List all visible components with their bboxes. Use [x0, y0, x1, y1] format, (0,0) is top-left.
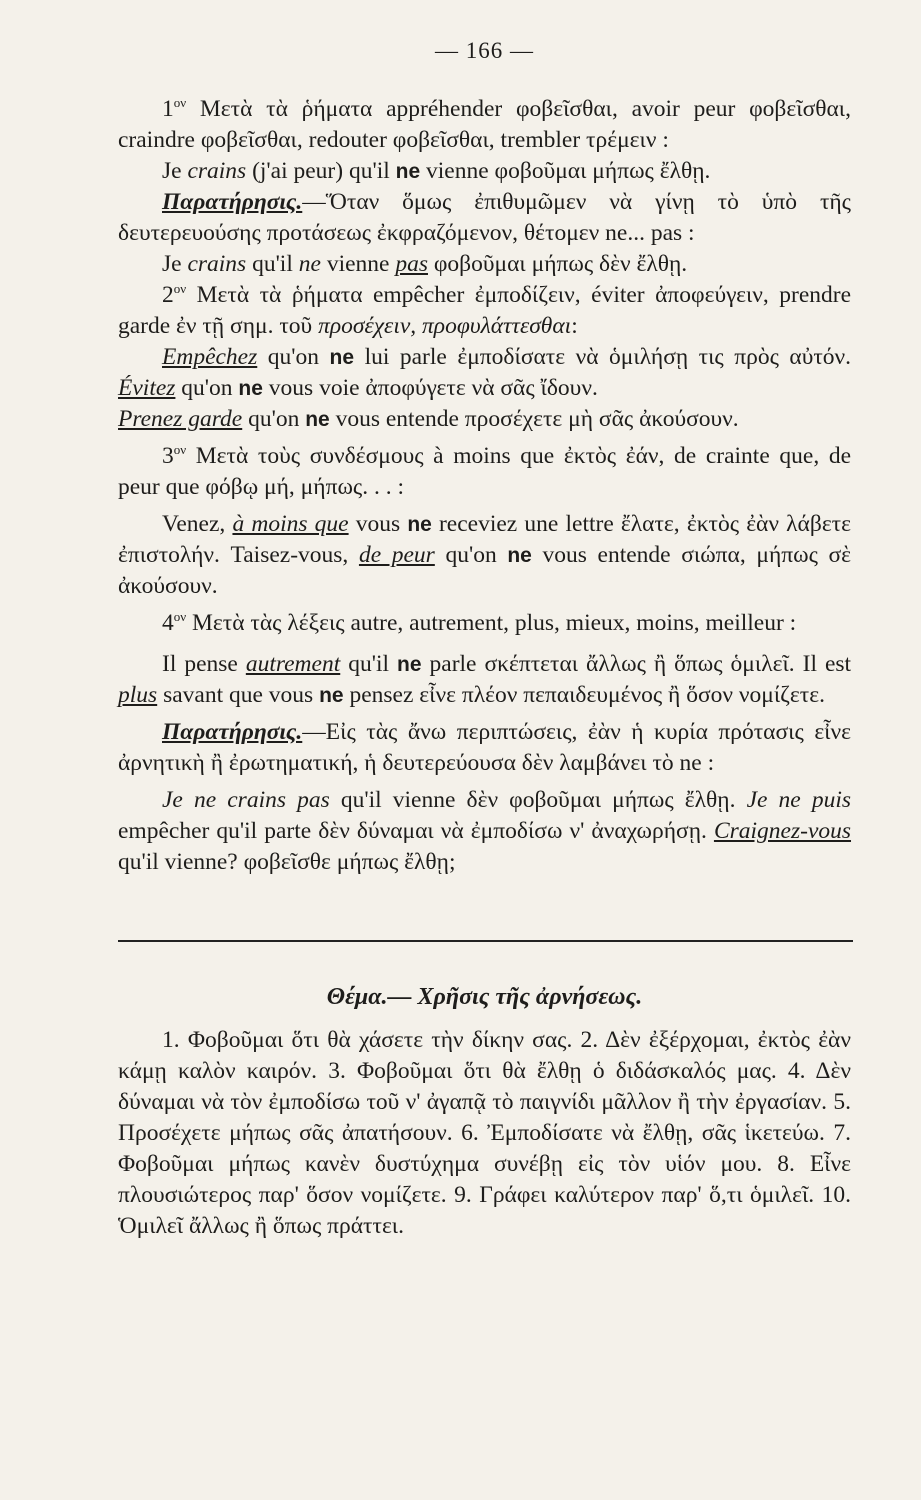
ne-particle: ne [305, 408, 330, 431]
rule-3-examples: Venez, à moins que vous ne receviez une lettre ἔλατε, ἐκτὸς ἐὰν λάβετε ἐπιστολήν. Taisez-vous, de peur qu'on ne vous entende σιώπα, μήπως σὲ ἀκούσουν. [118, 511, 852, 599]
rule-3-ordinal: ον [173, 442, 187, 458]
rule-3-number: 3 [162, 443, 174, 469]
rule-4-examples: Il pense autrement qu'il ne parle σκέπτεται ἄλλως ἢ ὅπως ὁμιλεῖ. Il est plus savant que vous ne pensez εἶνε πλέον πεπαιδευμένος ἢ ὅσον νομίζετε. [118, 651, 852, 708]
rule-1 [118, 94, 851, 156]
remark-1-example: Je crains qu'il ne vienne pas φοβοῦμαι μήπως δὲν ἔλθῃ. [162, 251, 688, 277]
rule-3: $3^{o\nu}$ Μετὰ τοὺς συνδέσμους à moins que ἐκτὸς ἐάν, de crainte que, de peur que φόβῳ μή, μήπως. . . : [118, 442, 852, 500]
rule-4-number: 4 [162, 610, 174, 636]
page-number: — 166 — [435, 38, 534, 63]
ne-particle: ne [507, 544, 532, 567]
rule-4-ordinal: ον [173, 609, 187, 625]
rule-4: $4^{o\nu}$ Μετὰ τὰς λέξεις autre, autrement, plus, mieux, moins, meilleur : [162, 609, 797, 636]
ne-particle: ne [238, 377, 263, 400]
remark-1 [118, 187, 851, 249]
remark-1-text: —Ὅταν ὅμως ἐπιθυμῶμεν νὰ γίνῃ τὸ ὑπὸ τῆς δευτερευούσης προτάσεως ἐκφραζόμενον, θέτομεν ne... pas : [118, 189, 851, 246]
section-divider [118, 940, 853, 942]
rule-2: $2^{o\nu}$ Μετὰ τὰ ῥήματα empêcher ἐμποδίζειν, éviter ἀποφεύγειν, prendre garde ἐν τῇ σημ. τοῦ προσέχειν, προφυλάττεσθαι: [118, 281, 851, 339]
remark-2-heading: Παρατήρησις. [162, 719, 303, 745]
ne-particle: ne [395, 160, 421, 183]
exercise-title: Θέμα.— Χρῆσις τῆς ἀρνήσεως. [326, 984, 643, 1010]
rule-2-examples: Empêchez qu'on ne lui parle ἐμποδίσατε νὰ ὁμιλήσῃ τις πρὸς αὐτόν. Évitez qu'on ne vous voie ἀποφύγετε νὰ σᾶς ἴδουν. Prenez garde qu'on ne vous entende προσέχετε μὴ σᾶς ἀκούσουν. [118, 344, 852, 432]
ne-particle: ne [407, 513, 432, 536]
remark-1-heading: Παρατήρησις. [162, 189, 303, 215]
rule-2-ordinal: ον [173, 281, 187, 297]
rule-2-number: 2 [162, 282, 174, 308]
rule-1-ordinal: ον [173, 95, 187, 111]
exercise-text: 1. Φοβοῦμαι ὅτι θὰ χάσετε τὴν δίκην σας. 2. Δὲν ἐξέρχομαι, ἐκτὸς ἐὰν κάμῃ καλὸν καιρόν. 3. Φοβοῦμαι ὅτι θὰ ἔλθῃ ὁ διδάσκαλός μας. 4. Δὲν δύναμαι νὰ τὸν ἐμποδίσω τοῦ ν' ἀγαπᾷ τὸ παιγνίδι μᾶλλον ἢ τὴν ἐργασίαν. 5. Προσέχετε μήπως σᾶς ἀπατήσουν. 6. Ἐμποδίσατε νὰ ἔλθῃ, σᾶς ἱκετεύω. 7. Φοβοῦμαι μήπως κανὲν δυστύχημα συνέβῃ εἰς τὸν υἱόν μου. 8. Εἶνε πλουσιώτερος παρ' ὅσον νομίζετε. 9. Γράφει καλύτερον παρ' ὅ,τι ὁμιλεῖ. 10. Ὁμιλεῖ ἄλλως ἢ ὅπως πράττει. [118, 1027, 851, 1239]
rule-1-number: 1 [162, 96, 174, 122]
ne-particle: ne [319, 684, 344, 707]
exercise-block [118, 1025, 851, 1242]
rule-1-text: Μετὰ τὰ ῥήματα appréhender φοβεῖσθαι, avoir peur φοβεῖσθαι, craindre φοβεῖσθαι, redouter φοβεῖσθαι, trembler τρέμειν : [118, 96, 851, 153]
remark-2: Παρατήρησις.—Εἰς τὰς ἄνω περιπτώσεις, ἐὰν ἡ κυρία πρότασις εἶνε ἀρνητικὴ ἢ ἐρωτηματική, ἡ δευτερεύουσα δὲν λαμβάνει τὸ ne : [118, 719, 851, 776]
remark-2-examples: Je ne crains pas qu'il vienne δὲν φοβοῦμαι μήπως ἔλθῃ. Je ne puis empêcher qu'il parte δὲν δύναμαι νὰ ἐμποδίσω ν' ἀναχωρήσῃ. Craignez-vous qu'il vienne? φοβεῖσθε μήπως ἔλθῃ; [118, 787, 852, 875]
ne-particle: ne [329, 346, 355, 369]
rule-1-example: Je crains (j'ai peur) qu'il ne vienne φοβοῦμαι μήπως ἔλθῃ. [162, 158, 711, 184]
ne-particle: ne [397, 653, 422, 676]
